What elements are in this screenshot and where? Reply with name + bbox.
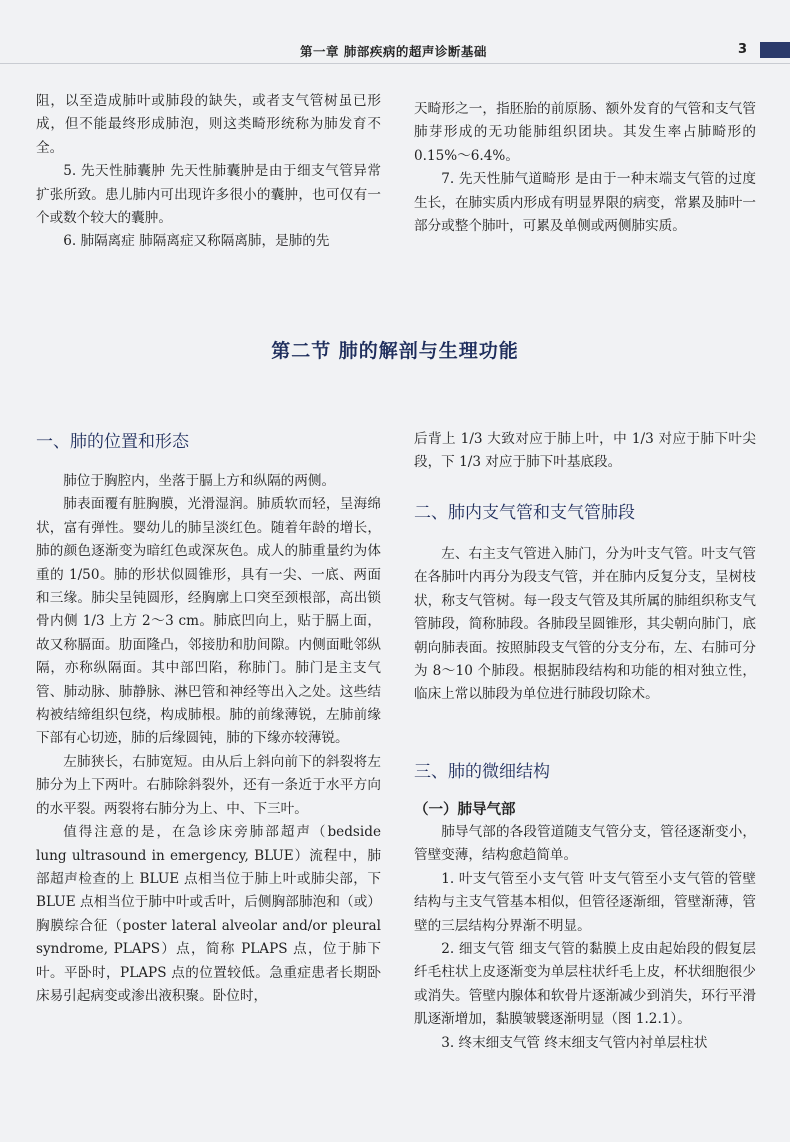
chapter-title: 第一章 肺部疾病的超声诊断基础 xyxy=(300,44,487,59)
right-section2-text xyxy=(414,543,756,707)
page-number: 3 xyxy=(738,42,748,57)
main-left-column xyxy=(36,470,381,1008)
section-title: 第二节 肺的解剖与生理功能 xyxy=(271,340,519,362)
header-rule xyxy=(0,63,790,64)
right-section3-text xyxy=(414,821,756,1055)
paragraph: 7. 先天性肺气道畸形 是由于一种末端支气管的过度生长，在肺实质内形成有明显界限的病变，常累及肺叶一部分或整个肺叶，可累及单侧或两侧肺实质。 xyxy=(414,171,756,235)
heading-microstructure: 三、肺的微细结构 xyxy=(414,762,550,782)
paragraph: 肺位于胸腔内，坐落于膈上方和纵隔的两侧。 xyxy=(63,473,336,489)
right-continued-text xyxy=(414,428,756,475)
heading-lung-position: 一、肺的位置和形态 xyxy=(36,432,189,452)
subheading-conducting-part: （一）肺导气部 xyxy=(414,802,516,818)
top-right-column xyxy=(414,98,756,238)
paragraph: 天畸形之一，指胚胎的前原肠、额外发育的气管和支气管肺芽形成的无功能肺组织团块。其发生率占肺畸形的 0.15%～6.4%。 xyxy=(414,101,756,164)
heading-bronchi-segments: 二、肺内支气管和支气管肺段 xyxy=(414,503,635,523)
paragraph: 阻，以至造成肺叶或肺段的缺失，或者支气管树虽已形成，但不能最终形成肺泡，则这类畸形统称为肺发育不全。 xyxy=(36,93,381,156)
paragraph: 左、右主支气管进入肺门，分为叶支气管。叶支气管在各肺叶内再分为段支气管，并在肺内反复分支，呈树枝状，称支气管树。每一段支气管及其所属的肺组织称支气管肺段，简称肺段。各肺段呈圆锥形，其尖朝向肺门，底朝向肺表面。按照肺段支气管的分支分布，左、右肺可分为 8～10 个肺段。根据肺段结构和功能的相对独立性，临床上常以肺段为单位进行肺段切除术。 xyxy=(414,546,756,703)
paragraph: 6. 肺隔离症 肺隔离症又称隔离肺，是肺的先 xyxy=(63,233,330,250)
paragraph: 肺导气部的各段管道随支气管分支，管径逐渐变小，管壁变薄，结构愈趋简单。 xyxy=(414,824,756,864)
top-left-column xyxy=(36,90,381,254)
paragraph: 值得注意的是，在急诊床旁肺部超声（bedside lung ultrasound in emergency, BLUE）流程中，肺部超声检查的上 BLUE 点相当位于肺上叶或肺尖部，下 BLUE 点相当位于肺中叶或舌叶，后侧胸部肺泡和（或）胸膜综合征（poster lateral alveolar and/or pleural syndrome, PLAPS）点，简称 PLAPS 点，位于肺下叶。平卧时，PLAPS 点的位置较低。急重症患者长期卧床易引起病变或渗出液积聚。卧位时， xyxy=(36,824,381,1004)
paragraph: 左肺狭长，右肺宽短。由从后上斜向前下的斜裂将左肺分为上下两叶。右肺除斜裂外，还有一条近于水平方向的水平裂。两裂将右肺分为上、中、下三叶。 xyxy=(36,753,381,817)
paragraph: 2. 细支气管 细支气管的黏膜上皮由起始段的假复层纤毛柱状上皮逐渐变为单层柱状纤毛上皮，杯状细胞很少或消失。管壁内腺体和软骨片逐渐减少到消失，环行平滑肌逐渐增加，黏膜皱襞逐渐明显（图 1.2.1）。 xyxy=(414,941,756,1028)
paragraph: 肺表面覆有脏胸膜，光滑湿润。肺质软而轻，呈海绵状，富有弹性。婴幼儿的肺呈淡红色。随着年龄的增长，肺的颜色逐渐变为暗红色或深灰色。成人的肺重量约为体重的 1/50。肺的形状似圆锥形，具有一尖、一底、两面和三缘。肺尖呈钝圆形，经胸廓上口突至颈根部，高出锁骨内侧 1/3 上方 2～3 cm。肺底凹向上，贴于膈上面，故又称膈面。肋面隆凸，邻接肋和肋间隙。内侧面毗邻纵隔，亦称纵隔面。其中部凹陷，称肺门。肺门是主支气管、肺动脉、肺静脉、淋巴管和神经等出入之处。这些结构被结缔组织包绕，构成肺根。肺的前缘薄锐，左肺前缘下部有心切迹，肺的后缘圆钝，肺的下缘亦较薄锐。 xyxy=(36,496,381,747)
header-color-bar xyxy=(760,42,790,58)
running-header xyxy=(0,38,790,64)
paragraph: 5. 先天性肺囊肿 先天性肺囊肿是由于细支气管异常扩张所致。患儿肺内可出现许多很小的囊肿，也可仅有一个或数个较大的囊肿。 xyxy=(36,163,381,227)
paragraph: 3. 终末细支气管 终末细支气管内衬单层柱状 xyxy=(441,1034,708,1051)
paragraph: 1. 叶支气管至小支气管 叶支气管至小支气管的管壁结构与主支气管基本相似，但管径逐渐细，管壁渐薄，管壁的三层结构分界渐不明显。 xyxy=(414,870,756,934)
paragraph: 后背上 1/3 大致对应于肺上叶，中 1/3 对应于肺下叶尖段，下 1/3 对应于肺下叶基底段。 xyxy=(414,431,756,471)
